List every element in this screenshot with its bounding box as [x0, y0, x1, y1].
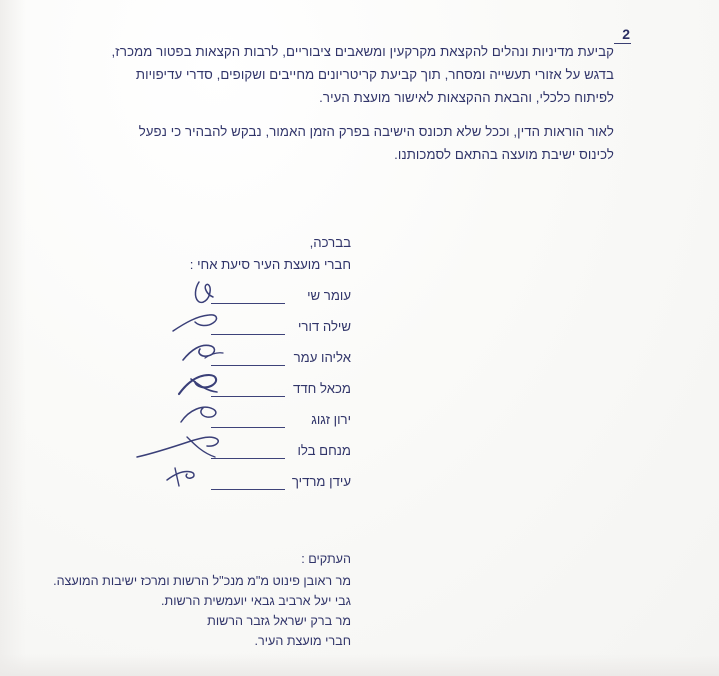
copies-item: חברי מועצת העיר. [254, 633, 351, 648]
signatory-name: עומר שי [307, 288, 351, 303]
handwritten-signature-mark [165, 402, 285, 433]
signature-row [51, 469, 351, 500]
signatory-name: מכאל חדד [293, 381, 351, 396]
closing-block [190, 232, 351, 276]
copies-item: גבי יעל ארביב גבאי יועמשית הרשות. [161, 593, 351, 608]
copies-item: מר ברק ישראל גזבר הרשות [207, 613, 351, 628]
signatory-name: אליהו עמר [293, 350, 351, 365]
handwritten-signature-mark [165, 433, 285, 464]
handwritten-signature-mark [165, 371, 285, 402]
closing-greeting: בברכה, [309, 235, 351, 250]
paragraph-legal-notice: לאור הוראות הדין, וככל שלא תכונס הישיבה בפרק הזמן האמור, נבקש להבהיר כי נפעל לכינוס ישיבת מועצה בהתאם לסמכותנו. [138, 124, 614, 162]
copies-block [53, 550, 351, 651]
signatory-name: מנחם בלו [297, 443, 351, 458]
paragraph-policy-allocation: קביעת מדיניות ונהלים להקצאת מקרקעין ומשאבים ציבוריים, לרבות הקצאות בפטור ממכרז, בדגש על אזורי תעשייה ומסחר, תוך קביעת קריטריונים מחייבים ושקופים, סדרי עדיפויות לפיתוח כלכלי, והבאת ההקצאות לאישור מועצת העיר. [111, 44, 614, 105]
handwritten-signature-mark [165, 309, 285, 340]
signatory-name: ירון זגוג [311, 412, 351, 427]
handwritten-signature-mark [165, 464, 285, 495]
signature-list [51, 283, 351, 500]
copies-item: מר ראובן פינוט מ"מ מנכ"ל הרשות ומרכז ישיבות המועצה. [53, 573, 351, 588]
signatory-name: עידן מרדיך [291, 474, 351, 489]
copies-title: העתקים : [301, 552, 351, 566]
signatory-name: שילה דורי [297, 319, 351, 334]
handwritten-signature-mark [165, 278, 285, 309]
handwritten-signature-mark [165, 340, 285, 371]
page-number: 2 [614, 26, 630, 44]
signers-heading: חברי מועצת העיר סיעת אחי : [189, 256, 351, 272]
